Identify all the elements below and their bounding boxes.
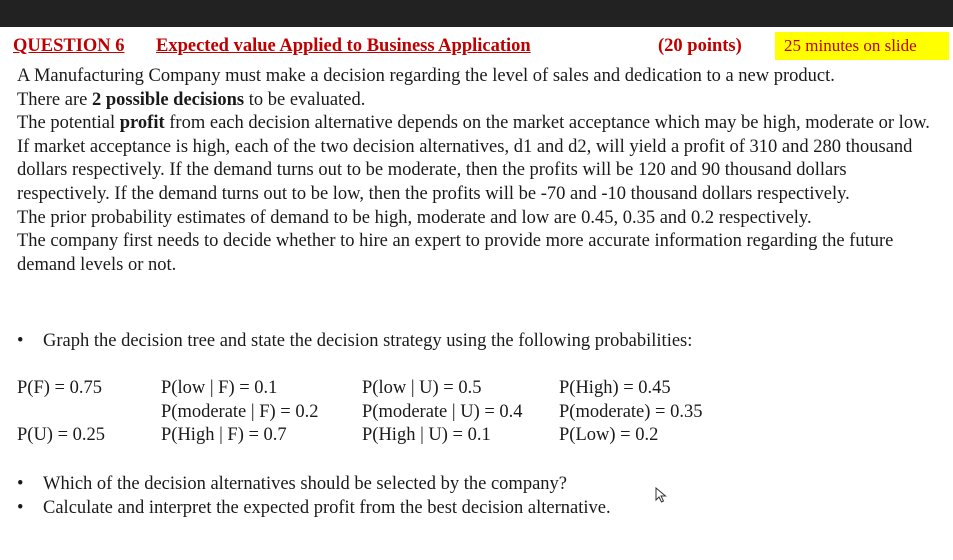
list-item [17, 472, 942, 496]
prob-value: P(Low) = 0.2 [559, 425, 659, 446]
bullet-marker: • [17, 474, 24, 494]
intro-paragraph-4: The prior probability estimates of demand to be high, moderate and low are 0.45, 0.35 and 0.2 respectively. [17, 207, 812, 228]
prob-column-prior [559, 377, 703, 448]
list-item [17, 329, 942, 353]
prob-column-unfavorable [362, 377, 523, 448]
task-bullet-graph [17, 329, 942, 353]
prob-value [17, 401, 105, 425]
prob-value: P(moderate) = 0.35 [559, 401, 703, 422]
task-bullets-questions [17, 472, 942, 520]
question-header [0, 27, 953, 63]
intro-paragraph-1: A Manufacturing Company must make a decision regarding the level of sales and dedication to a new product. [17, 66, 835, 86]
prob-column-favorable [161, 377, 319, 448]
intro-p2-post: to be evaluated. [244, 89, 366, 110]
question-points: (20 points) [658, 36, 742, 56]
timer-badge: 25 minutes on slide [775, 32, 949, 60]
intro-paragraph-3 [17, 112, 942, 206]
list-item [17, 496, 942, 520]
intro-p2-pre: There are [17, 89, 92, 110]
prob-column-marginal [17, 377, 105, 448]
prob-value: P(High | F) = 0.7 [161, 425, 287, 446]
question-body [17, 65, 942, 277]
prob-value: P(High) = 0.45 [559, 378, 671, 398]
mouse-pointer-icon [655, 487, 667, 503]
question-title: Expected value Applied to Business Application [156, 36, 531, 56]
prob-value: P(U) = 0.25 [17, 425, 106, 446]
question-label: QUESTION 6 [13, 36, 125, 56]
top-bar [0, 0, 953, 27]
prob-value: P(low | F) = 0.1 [161, 378, 278, 398]
intro-paragraph-5: The company first needs to decide whether to hire an expert to provide more accurate information regarding the future demand levels or not. [17, 231, 894, 275]
intro-paragraph-2 [17, 89, 942, 113]
task-text: Graph the decision tree and state the decision strategy using the following probabilities: [43, 331, 693, 351]
intro-p3-pre: The potential [17, 113, 120, 134]
intro-p3-post: from each decision alternative depends on the market acceptance which may be high, moderate or low. If market acceptance is high, each of the two decision alternatives, d1 and d2, will yield a profit of 310 and 280 thousand dollars respectively. If the demand turns out to be moderate, then the profits will be 120 and 90 thousand dollars respectively. If the demand turns out to be low, then the profits will be -70 and -10 thousand dollars respectively. [17, 113, 930, 204]
task-text: Calculate and interpret the expected profit from the best decision alternative. [43, 498, 611, 518]
prob-value: P(F) = 0.75 [17, 378, 102, 398]
prob-value: P(low | U) = 0.5 [362, 378, 482, 398]
bullet-marker: • [17, 331, 24, 351]
intro-p3-bold: profit [119, 113, 165, 134]
prob-value: P(moderate | F) = 0.2 [161, 401, 319, 422]
prob-value: P(moderate | U) = 0.4 [362, 401, 523, 422]
task-text: Which of the decision alternatives should be selected by the company? [43, 474, 567, 494]
prob-value: P(High | U) = 0.1 [362, 425, 491, 446]
intro-p2-bold: 2 possible decisions [91, 89, 245, 110]
bullet-marker: • [17, 498, 24, 518]
